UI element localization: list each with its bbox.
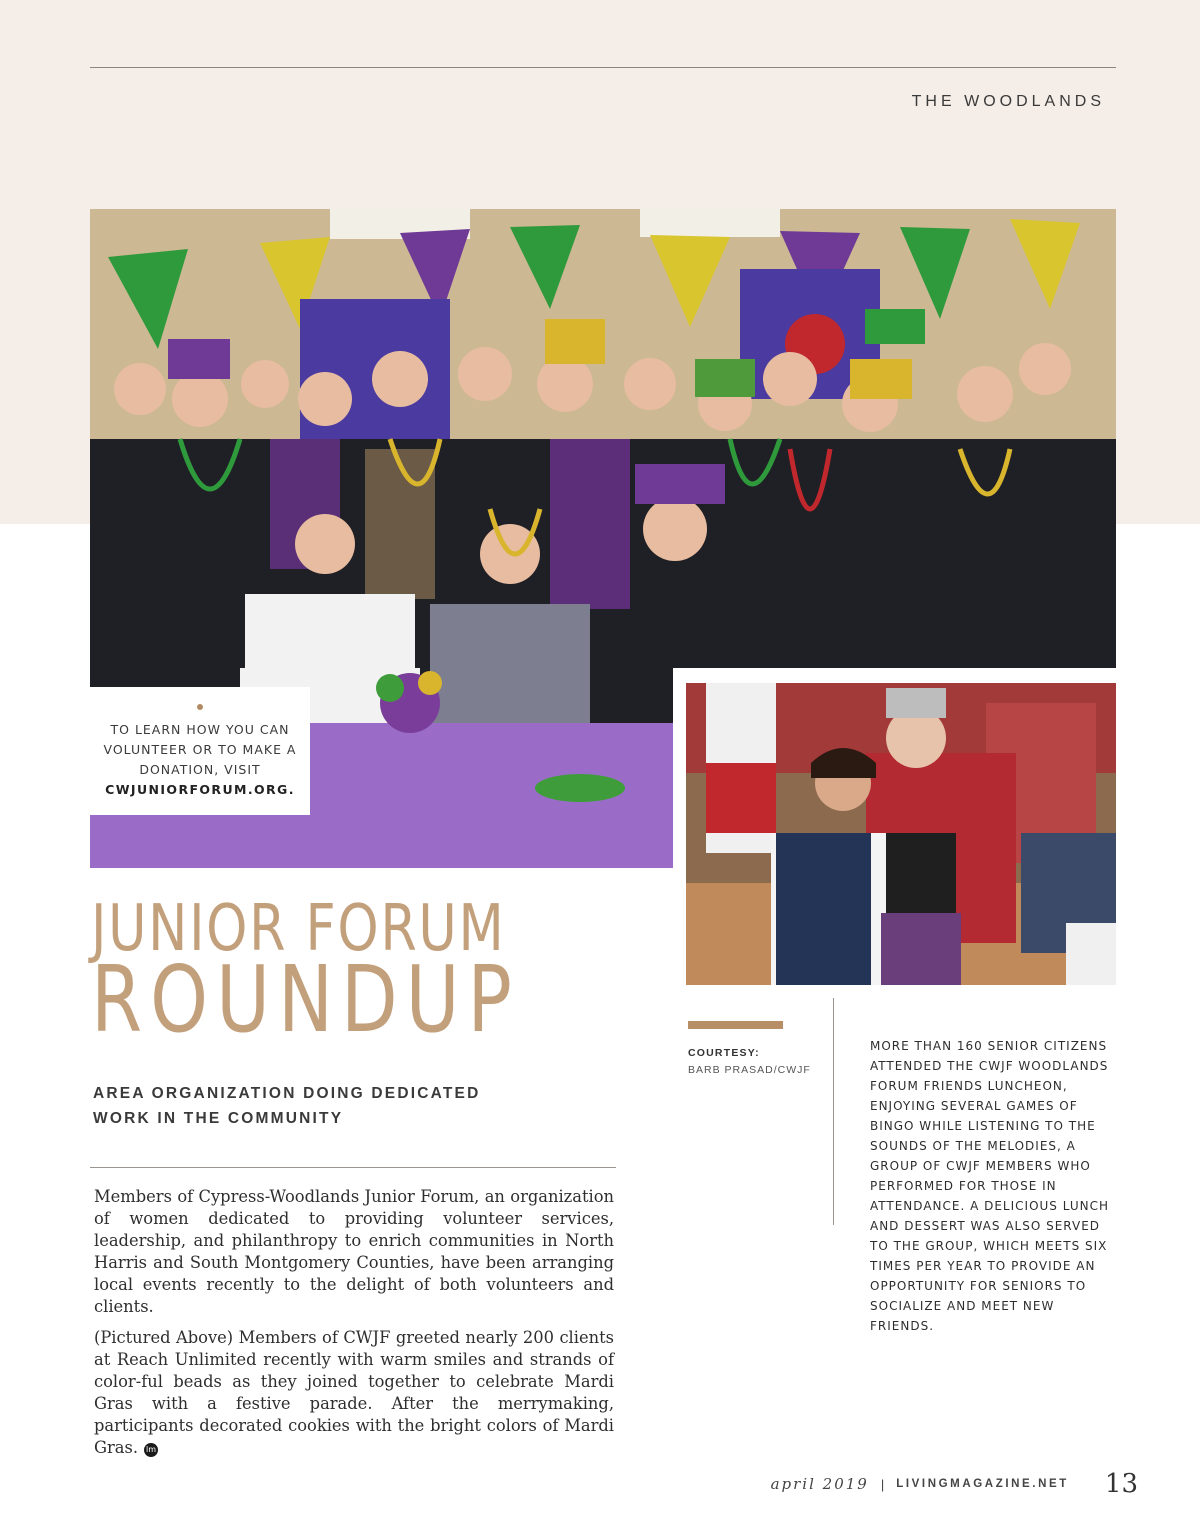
photo-caption: MORE THAN 160 SENIOR CITIZENS ATTENDED THE CWJF WOODLANDS FORUM FRIENDS LUNCHEON, ENJOYING SEVERAL GAMES OF BINGO WHILE LISTENING TO THE SOUNDS OF THE MELODIES, A GROUP OF CWJF MEMBERS WHO PERFORMED FOR THOSE IN ATTENDANCE. A DELICIOUS LUNCH AND DESSERT WAS ALSO SERVED TO THE GROUP, WHICH MEETS SIX TIMES PER YEAR TO PROVIDE AN OPPORTUNITY FOR SENIORS TO SOCIALIZE AND MEET NEW FRIENDS. <box>870 1039 1109 1333</box>
callout-url[interactable]: CWJUNIORFORUM.ORG. <box>105 782 295 797</box>
header-rule <box>90 67 1116 68</box>
group-photo <box>90 209 1116 668</box>
section-label: THE WOODLANDS <box>911 93 1105 110</box>
headline-line-2: ROUNDUP <box>91 946 520 1053</box>
credit-bar <box>688 1021 783 1029</box>
headline-line-1: JUNIOR FORUM <box>91 892 506 966</box>
website-link[interactable]: LIVINGMAGAZINE.NET <box>896 1478 1069 1490</box>
subtitle: AREA ORGANIZATION DOING DEDICATED WORK IN THE COMMUNITY <box>93 1085 481 1127</box>
page-number: 13 <box>1104 1469 1138 1499</box>
body-paragraph-2 <box>94 1327 614 1459</box>
article-body <box>94 1186 614 1468</box>
footer-separator: | <box>880 1476 885 1492</box>
body-rule <box>90 1167 616 1168</box>
body-paragraph-2-text: (Pictured Above) Members of CWJF greeted nearly 200 clients at Reach Unlimited recently with warm smiles and strands of color-ful beads as they joined together to celebrate Mardi Gras with a festive parade. After the merrymaking, participants decorated cookies with the bright colors of Mardi Gras. <box>94 1328 614 1457</box>
body-paragraph-1: Members of Cypress-Woodlands Junior Forum, an organization of women dedicated to providing volunteer services, leadership, and philanthropy to enrich communities in North Harris and South Montgomery Counties, have been arranging local events recently to the delight of both volunteers and clients. <box>94 1187 614 1316</box>
credit-name: BARB PRASAD/CWJF <box>688 1064 811 1076</box>
luncheon-photo <box>686 683 1116 985</box>
callout-dot <box>197 704 203 710</box>
issue-date: april 2019 <box>770 1475 869 1493</box>
callout-text: TO LEARN HOW YOU CAN VOLUNTEER OR TO MAKE A DONATION, VISIT <box>103 722 297 777</box>
credit-label: COURTESY: <box>688 1047 760 1059</box>
caption-divider <box>833 998 834 1225</box>
end-mark-icon: lm <box>144 1443 158 1457</box>
donation-callout <box>90 687 310 815</box>
page-footer <box>771 1466 1138 1502</box>
